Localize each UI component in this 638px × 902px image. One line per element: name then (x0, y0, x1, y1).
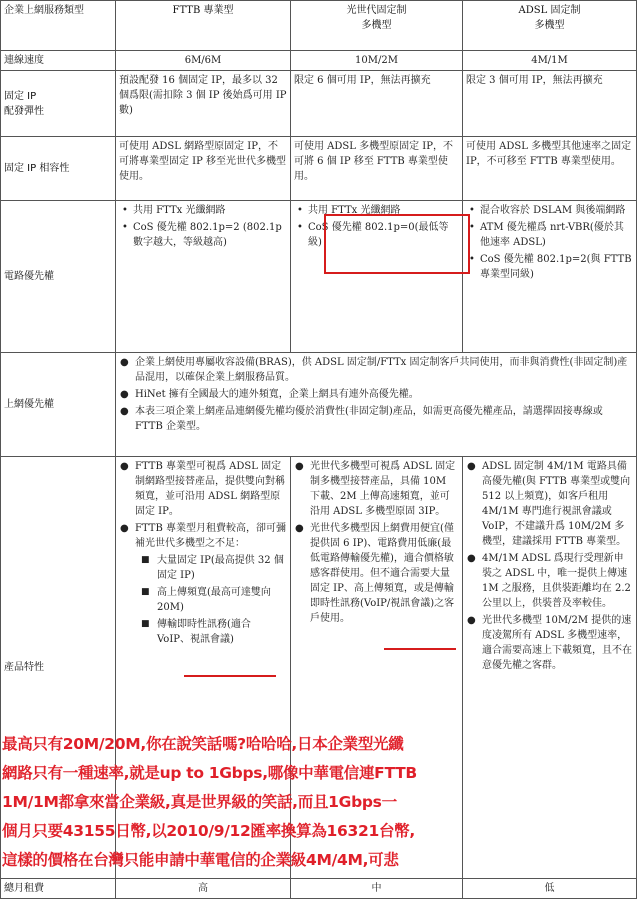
speed-fttb: 6M/6M (116, 51, 291, 71)
list-item: ● FTTB 專業型月租費較高，卻可彌補光世代多機型之不足： ■ 大量固定 IP(最高提供 32 個固定 IP) ■ 高上傳頻寬(最高可達雙向 20M) ■ 傳輸即時性訊務(適合 VoIP、視訊會議) (135, 521, 287, 647)
priority-fttb (116, 201, 291, 353)
list-item: ● 光世代多機型因上網費用便宜(僅提供固 6 IP)、電路費用低廉(最低電路傳輸優先權)，適合價格敏感客群使用。但不適合需要大量固定 IP、高上傳頻寬，或是傳輸即時性訊務(VoIP/視訊會議)之客戶使用。 (310, 521, 459, 626)
red-annotation-text (2, 730, 634, 875)
list-item: • 混合收容於 DSLAM 與後端網路 (480, 203, 633, 218)
compat-fiber: 可使用 ADSL 多機型原固定 IP，不可將 6 個 IP 移至 FTTB 專業型使用。 (291, 137, 463, 201)
header-adsl-multi: ADSL 固定制 多機型 (463, 1, 637, 51)
compat-fttb: 可使用 ADSL 網路型原固定 IP，不可將專業型固定 IP 移至光世代多機型使用。 (116, 137, 291, 201)
label-fee: 總月租費 (1, 879, 116, 899)
annotation-line: 網路只有一種速率,就是up to 1Gbps,哪像中華電信連FTTB (2, 764, 417, 782)
list-item: ● 本表三項企業上網產品連網優先權均優於消費性(非固定制)產品，如需更高優先權產品，請選擇固接專線或 FTTB 企業型。 (135, 404, 633, 434)
compat-adsl: 可使用 ADSL 多機型其他速率之固定 IP，不可移至 FTTB 專業型使用。 (463, 137, 637, 201)
fee-adsl: 低 (463, 879, 637, 899)
red-underline (384, 648, 456, 650)
header-corner: 企業上網服務類型 (1, 1, 116, 51)
fee-fttb: 高 (116, 879, 291, 899)
internet-priority-details (116, 353, 637, 457)
red-highlight-box (324, 214, 470, 274)
list-item: ● ADSL 固定制 4M/1M 電路具備高優先權(與 FTTB 專業型或雙向 512 以上頻寬)，如客戶租用 4M/1M 專門進行視訊會議或 VoIP，不建議升爲 10M/2M 多機型，建議採用 FTTB 專業型。 (482, 459, 633, 549)
fee-fiber: 中 (291, 879, 463, 899)
header-fiber-multi: 光世代固定制 多機型 (291, 1, 463, 51)
sub-list-item: ■ 傳輸即時性訊務(適合 VoIP、視訊會議) (157, 617, 287, 647)
list-item: • 共用 FTTx 光纖網路 (308, 203, 459, 218)
list-item: ● HiNet 擁有全國最大的連外頻寬，企業上網具有連外高優先權。 (135, 387, 633, 402)
label-speed: 連線速度 (1, 51, 116, 71)
list-item: • 共用 FTTx 光纖網路 (133, 203, 287, 218)
label-internet-priority: 上網優先權 (1, 353, 116, 457)
fixed-ip-fiber: 限定 6 個可用 IP，無法再擴充 (291, 71, 463, 137)
priority-adsl (463, 201, 637, 353)
fixed-ip-adsl: 限定 3 個可用 IP，無法再擴充 (463, 71, 637, 137)
list-item: ● 光世代多機型 10M/2M 提供的速度凌駕所有 ADSL 多機型速率，適合需要高速上下載頻寬，且不在意優先權之客群。 (482, 613, 633, 673)
fixed-ip-fttb: 預設配發 16 個固定 IP，最多以 32 個爲限(需扣除 3 個 IP 後始爲可用 IP 數) (116, 71, 291, 137)
annotation-line: 這樣的價格在台灣只能申請中華電信的企業級4M/4M,可悲 (2, 851, 399, 869)
list-item: ● FTTB 專業型可視爲 ADSL 固定制網路型接替產品，提供雙向對稱頻寬，並可沿用 ADSL 網路型原固定 IP。 (135, 459, 287, 519)
list-item: ● 企業上網使用專屬收容設備(BRAS)，供 ADSL 固定制/FTTx 固定制客戶共同使用，而非與消費性(非固定制)產品混用，以確保企業上網服務品質。 (135, 355, 633, 385)
label-fixed-ip: 固定 IP 配發彈性 (1, 71, 116, 137)
row-priority (1, 201, 637, 353)
list-item: ● 4M/1M ADSL 爲現行受理新申裝之 ADSL 中，唯一提供上傳速 1M 之服務，且供裝距離均在 2.2 公里以上，供裝普及率較佳。 (482, 551, 633, 611)
annotation-line: 最高只有20M/20M,你在說笑話嗎?哈哈哈,日本企業型光纖 (2, 735, 404, 753)
annotation-line: 個月只要43155日幣,以2010/9/12匯率換算為16321台幣, (2, 822, 415, 840)
row-speed (1, 51, 637, 71)
speed-adsl: 4M/1M (463, 51, 637, 71)
label-compat: 固定 IP 相容性 (1, 137, 116, 201)
row-fixed-ip (1, 71, 637, 137)
list-item: • CoS 優先權 802.1p=2 (802.1p 數字越大，等級越高) (133, 220, 287, 250)
list-item: • CoS 優先權 802.1p=0(最低等級) (308, 220, 459, 250)
list-item: • CoS 優先權 802.1p=2(與 FTTB 專業型同級) (480, 252, 633, 282)
label-priority: 電路優先權 (1, 201, 116, 353)
sub-list-item: ■ 高上傳頻寬(最高可達雙向 20M) (157, 585, 287, 615)
row-compat (1, 137, 637, 201)
speed-fiber: 10M/2M (291, 51, 463, 71)
list-item: ● 光世代多機型可視爲 ADSL 固定制多機型接替產品，具備 10M 下載、2M 上傳高速頻寬，並可沿用 ADSL 多機型原固 3IP。 (310, 459, 459, 519)
annotation-line: 1M/1M都拿來當企業級,真是世界級的笑話,而且1Gbps一 (2, 793, 397, 811)
red-underline (184, 675, 276, 677)
header-row (1, 1, 637, 51)
sub-list-item: ■ 大量固定 IP(最高提供 32 個固定 IP) (157, 553, 287, 583)
list-item: • ATM 優先權爲 nrt-VBR(優於其他速率 ADSL) (480, 220, 633, 250)
label-features: 產品特性 (1, 457, 116, 879)
row-internet-priority (1, 353, 637, 457)
header-fttb: FTTB 專業型 (116, 1, 291, 51)
row-fee (1, 879, 637, 899)
